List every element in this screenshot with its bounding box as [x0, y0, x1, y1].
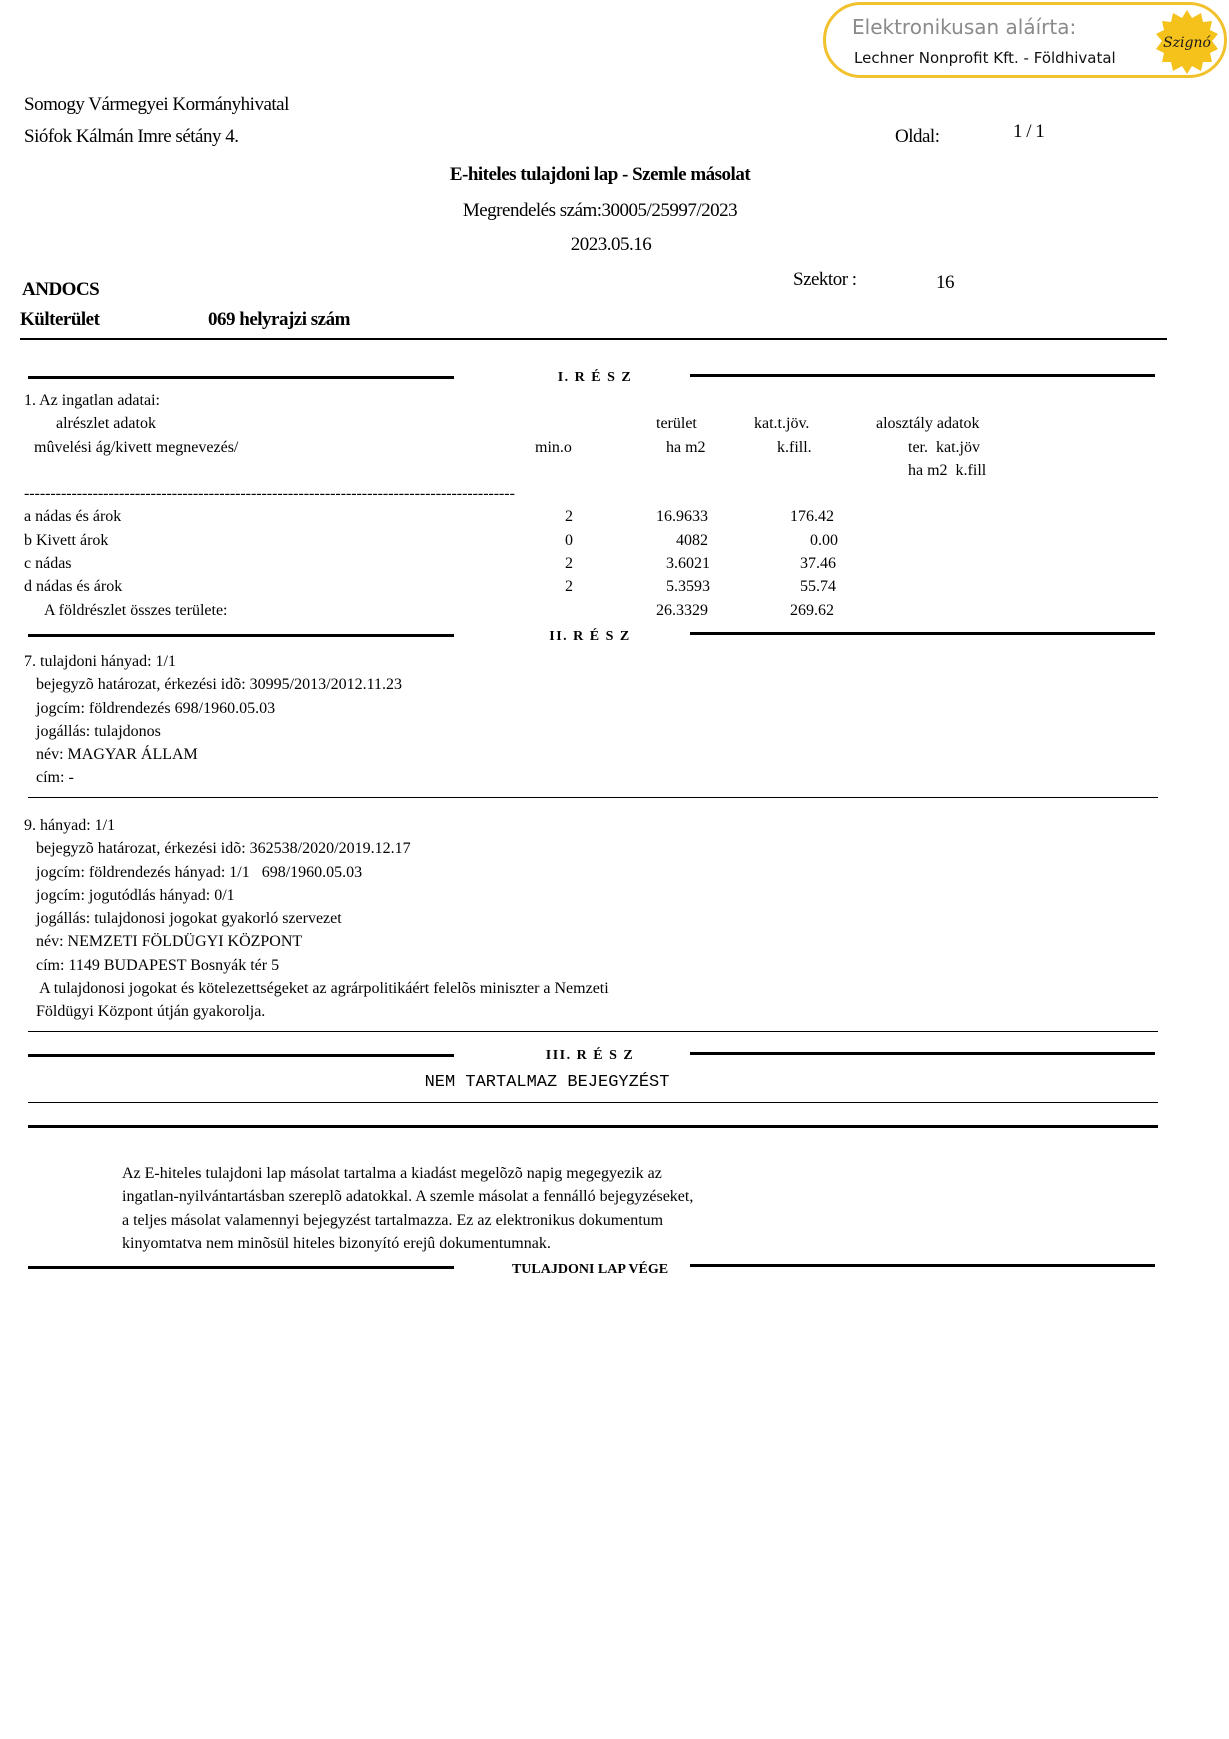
- end-rule-left: [28, 1266, 454, 1269]
- col-header-subparcel: alrészlet adatok: [56, 415, 156, 433]
- col-header-subdivision: alosztály adatok: [876, 415, 980, 433]
- signature-organization: Lechner Nonprofit Kft. - Földhivatal: [854, 49, 1116, 67]
- issue-date: 2023.05.16: [570, 234, 652, 255]
- col-header-kat: kat.t.jöv.: [754, 415, 810, 433]
- ownership-entry-7: 7. tulajdoni hányad: 1/1 bejegyzõ határozat, érkezési idõ: 30995/2013/2012.11.23 jogcím: földrendezés 698/1960.05.03 jogállás: tulajdonos név: MAGYAR ÁLLAM cím: -: [24, 653, 402, 787]
- end-rule-right: [690, 1264, 1155, 1267]
- no-entries-text: NEM TARTALMAZ BEJEGYZÉST: [424, 1073, 670, 1092]
- table-row: a nádas és árok 2 16.9633 176.42: [24, 508, 834, 526]
- page-number: 1 / 1: [1013, 121, 1045, 142]
- seal-icon: [1154, 9, 1220, 75]
- col-header-cultivation: mûvelési ág/kivett megnevezés/: [34, 438, 239, 456]
- total-row: A földrészlet összes területe: 26.3329 269.62: [44, 601, 834, 619]
- document-title: E-hiteles tulajdoni lap - Szemle másolat: [449, 164, 751, 185]
- entry-divider: [28, 797, 1158, 798]
- part2-rule-right: [690, 632, 1155, 635]
- seal-text: Szignó: [1163, 35, 1211, 51]
- part3-divider: [28, 1102, 1158, 1103]
- order-number: Megrendelés szám:30005/25997/2023: [462, 200, 738, 221]
- electronic-signature-box: [823, 2, 1227, 78]
- property-data: [24, 392, 1164, 625]
- table-row: b Kivett árok 0 4082 0.00: [24, 531, 838, 549]
- part2-rule-left: [28, 634, 454, 637]
- separator-line: ---------------------------------------------------------------------------------------------: [24, 485, 515, 503]
- end-title: TULAJDONI LAP VÉGE: [511, 1262, 669, 1277]
- ownership-entry-9: 9. hányad: 1/1 bejegyzõ határozat, érkezési idõ: 362538/2020/2019.12.17 jogcím: földrendezés hányad: 1/1 698/1960.05.03 jogcím: jogutódlás hányad: 0/1 jogállás: tulajdonosi jogokat gyakorló szervezet név: NEMZETI FÖLDÜGYI KÖZPONT cím: 1149 BUDAPEST Bosnyák tér 5 A tulajdonosi jogokat és kötelezettségeket az agrárpolitikáért felelõs miniszter a Nemzeti Földügyi Központ útján gyakorolja.: [24, 817, 609, 1021]
- table-row: d nádas és árok 2 5.3593 55.74: [24, 578, 836, 596]
- sector-label: Szektor :: [793, 269, 857, 290]
- col-header-sub-units: ha m2 k.fill: [908, 461, 987, 479]
- table-row: c nádas 2 3.6021 37.46: [24, 555, 836, 573]
- property-heading: 1. Az ingatlan adatai:: [24, 392, 160, 409]
- part1-rule-left: [28, 376, 454, 379]
- office-name: Somogy Vármegyei Kormányhivatal: [24, 94, 289, 115]
- col-header-kat-unit: k.fill.: [777, 438, 812, 456]
- sector-value: 16: [936, 272, 954, 293]
- part1-title: I. R É S Z: [557, 370, 633, 385]
- parcel-number: 069 helyrajzi szám: [208, 309, 350, 330]
- part1-rule-right: [690, 374, 1155, 377]
- header-divider: [20, 338, 1167, 340]
- part3-title: III. R É S Z: [545, 1048, 635, 1063]
- part3-rule-left: [28, 1054, 454, 1057]
- part2-end-divider: [28, 1031, 1158, 1032]
- col-header-area-unit: ha m2: [666, 438, 706, 456]
- area-type: Külterület: [20, 309, 100, 330]
- col-header-area: terület: [656, 415, 697, 433]
- municipality: ANDOCS: [22, 279, 100, 300]
- part2-title: II. R É S Z: [549, 629, 631, 644]
- col-header-sub-cols: ter. kat.jöv: [908, 438, 980, 456]
- part3-end-rule: [28, 1125, 1158, 1128]
- office-address: Siófok Kálmán Imre sétány 4.: [24, 126, 239, 147]
- part3-rule-right: [690, 1052, 1155, 1055]
- col-header-min: min.o: [535, 438, 572, 456]
- disclaimer: Az E-hiteles tulajdoni lap másolat tartalma a kiadást megelõzõ napig megegyezik az ingatlan-nyilvántartásban szereplõ adatokkal. A szemle másolat a fennálló bejegyzéseket, a teljes másolat valamennyi bejegyzést tartalmazza. Ez az elektronikus dokumentum kinyomtatva nem minõsül hiteles bizonyító erejû dokumentumnak.: [122, 1165, 694, 1252]
- page-label: Oldal:: [895, 126, 940, 147]
- signature-title: Elektronikusan aláírta:: [852, 15, 1077, 39]
